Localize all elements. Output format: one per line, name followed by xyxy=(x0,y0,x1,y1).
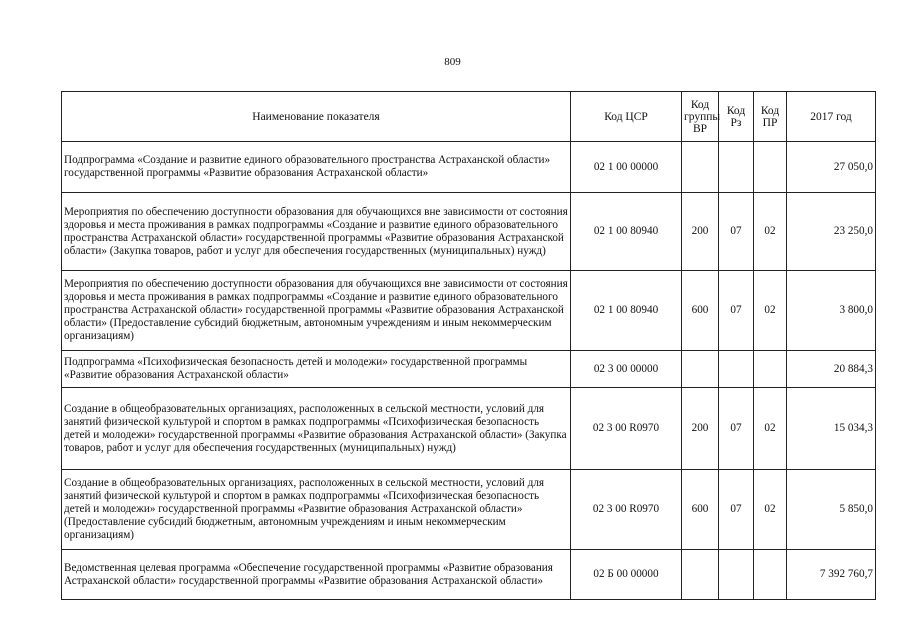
row-csr: 02 1 00 80940 xyxy=(571,271,682,351)
budget-table xyxy=(61,91,876,600)
page-number: 809 xyxy=(444,56,461,68)
row-csr: 02 Б 00 00000 xyxy=(571,550,682,600)
row-amount: 27 050,0 xyxy=(787,142,876,193)
table-body xyxy=(62,142,876,600)
header-name: Наименование показателя xyxy=(62,92,571,142)
row-name: Подпрограмма «Психофизическая безопасность детей и молодежи» государственной программы «Развитие образования Астраханской области» xyxy=(62,351,571,388)
row-rz xyxy=(719,550,754,600)
row-csr: 02 3 00 R0970 xyxy=(571,388,682,470)
table-row xyxy=(62,388,876,470)
table-row xyxy=(62,193,876,271)
table-row xyxy=(62,142,876,193)
row-rz: 07 xyxy=(719,388,754,470)
row-vr: 200 xyxy=(682,388,719,470)
header-vr: Код группы ВР xyxy=(682,92,719,142)
row-name: Мероприятия по обеспечению доступности образования для обучающихся вне зависимости от состояния здоровья и места проживания в рамках подпрограммы «Создание и развитие единого образовательного пространства Астраханской области» государственной программы «Развитие образования Астраханской области» (Закупка товаров, работ и услуг для обеспечения государственных (муниципальных) нужд) xyxy=(62,193,571,271)
row-rz xyxy=(719,351,754,388)
header-pr: Код ПР xyxy=(754,92,787,142)
row-vr: 600 xyxy=(682,470,719,550)
row-name: Мероприятия по обеспечению доступности образования для обучающихся вне зависимости от состояния здоровья и места проживания в рамках подпрограммы «Создание и развитие единого образовательного пространства Астраханской области» государственной программы «Развитие образования Астраханской области» (Предоставление субсидий бюджетным, автономным учреждениям и иным некоммерческим организациям) xyxy=(62,271,571,351)
row-amount: 23 250,0 xyxy=(787,193,876,271)
row-pr xyxy=(754,351,787,388)
row-amount: 7 392 760,7 xyxy=(787,550,876,600)
row-csr: 02 3 00 R0970 xyxy=(571,470,682,550)
row-csr: 02 3 00 00000 xyxy=(571,351,682,388)
row-pr: 02 xyxy=(754,271,787,351)
row-pr xyxy=(754,550,787,600)
row-name: Создание в общеобразовательных организациях, расположенных в сельской местности, условий для занятий физической культурой и спортом в рамках подпрограммы «Психофизическая безопасность детей и молодежи» государственной программы «Развитие образования Астраханской области» (Закупка товаров, работ и услуг для обеспечения государственных (муниципальных) нужд) xyxy=(62,388,571,470)
header-rz: Код Рз xyxy=(719,92,754,142)
header-csr: Код ЦСР xyxy=(571,92,682,142)
table-row xyxy=(62,470,876,550)
row-name: Подпрограмма «Создание и развитие единого образовательного пространства Астраханской области» государственной программы «Развитие образования Астраханской области» xyxy=(62,142,571,193)
row-rz: 07 xyxy=(719,470,754,550)
row-pr xyxy=(754,142,787,193)
row-vr xyxy=(682,550,719,600)
row-vr xyxy=(682,142,719,193)
row-name: Ведомственная целевая программа «Обеспечение государственной программы «Развитие образования Астраханской области» государственной программы «Развитие образования Астраханской области» xyxy=(62,550,571,600)
table-row xyxy=(62,271,876,351)
row-vr: 600 xyxy=(682,271,719,351)
row-amount: 15 034,3 xyxy=(787,388,876,470)
row-csr: 02 1 00 80940 xyxy=(571,193,682,271)
row-rz: 07 xyxy=(719,271,754,351)
row-vr xyxy=(682,351,719,388)
row-rz xyxy=(719,142,754,193)
row-csr: 02 1 00 00000 xyxy=(571,142,682,193)
row-name: Создание в общеобразовательных организациях, расположенных в сельской местности, условий для занятий физической культурой и спортом в рамках подпрограммы «Психофизическая безопасность детей и молодежи» государственной программы «Развитие образования Астраханской области» (Предоставление субсидий бюджетным, автономным учреждениям и иным некоммерческим организациям) xyxy=(62,470,571,550)
row-pr: 02 xyxy=(754,193,787,271)
row-amount: 5 850,0 xyxy=(787,470,876,550)
table-header xyxy=(62,92,876,142)
table-row xyxy=(62,351,876,388)
row-pr: 02 xyxy=(754,388,787,470)
row-rz: 07 xyxy=(719,193,754,271)
row-amount: 20 884,3 xyxy=(787,351,876,388)
row-vr: 200 xyxy=(682,193,719,271)
row-amount: 3 800,0 xyxy=(787,271,876,351)
table-row xyxy=(62,550,876,600)
header-amount: 2017 год xyxy=(787,92,876,142)
row-pr: 02 xyxy=(754,470,787,550)
